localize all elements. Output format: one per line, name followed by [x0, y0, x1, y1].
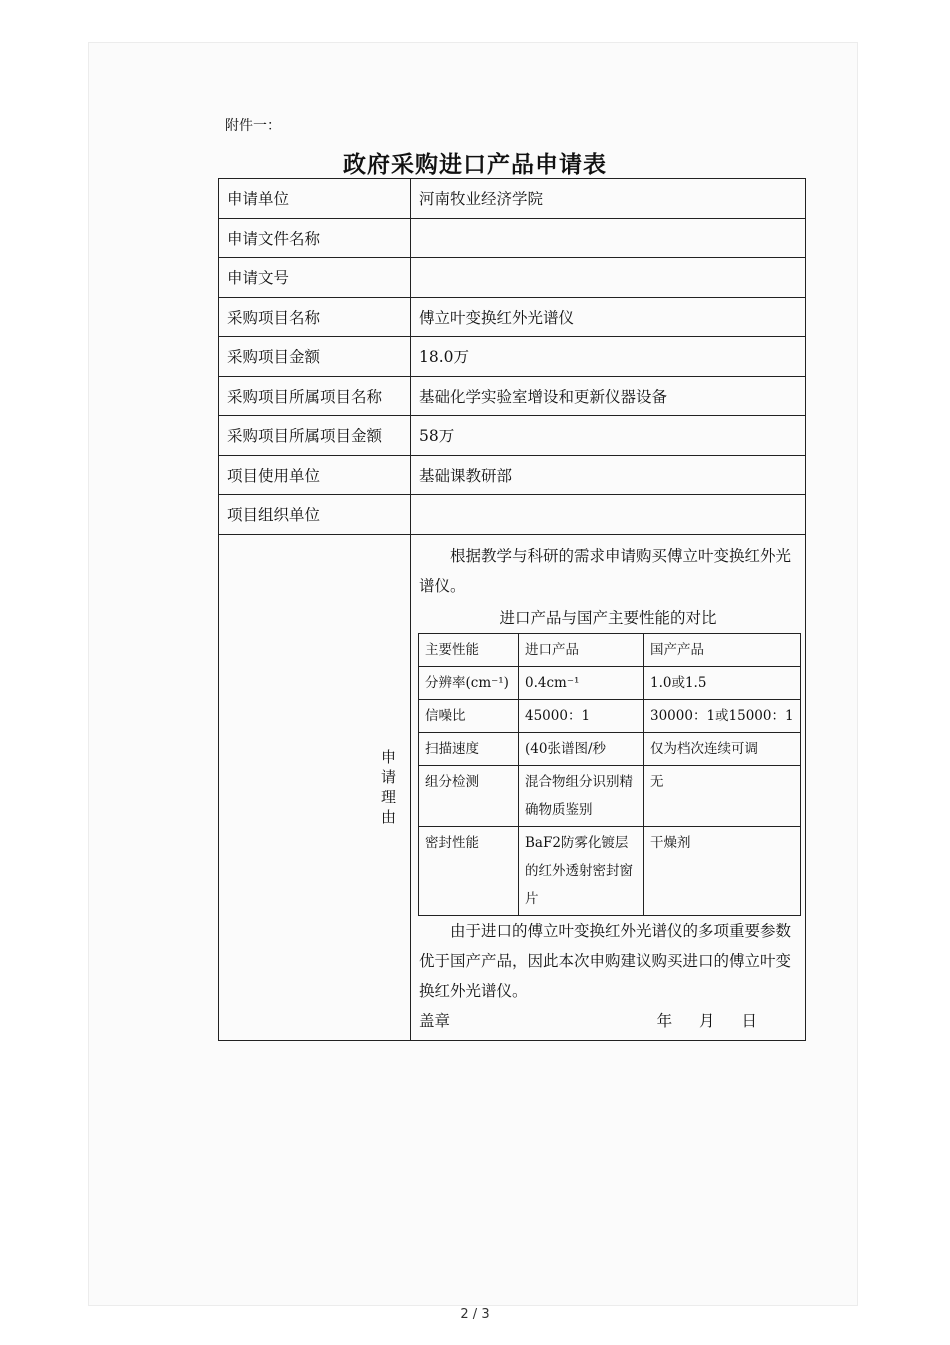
reason-content [411, 534, 806, 1040]
row-reason [219, 534, 806, 1040]
comparison-header: 国产产品 [644, 633, 801, 666]
application-table [218, 178, 806, 1041]
row-project-name [219, 297, 806, 337]
row-project-amount [219, 337, 806, 377]
row-value [411, 495, 806, 535]
comparison-table [418, 633, 801, 916]
comparison-cell: 分辨率(cm⁻¹) [419, 666, 519, 699]
row-label: 项目使用单位 [219, 455, 411, 495]
row-applicant [219, 179, 806, 219]
row-label: 项目组织单位 [219, 495, 411, 535]
row-value: 基础化学实验室增设和更新仪器设备 [411, 376, 806, 416]
row-label: 采购项目所属项目名称 [219, 376, 411, 416]
row-value: 基础课教研部 [411, 455, 806, 495]
comparison-row [419, 765, 801, 826]
row-label: 采购项目金额 [219, 337, 411, 377]
comparison-cell: (40张谱图/秒 [519, 732, 644, 765]
row-parent-project-amount [219, 416, 806, 456]
comparison-header: 进口产品 [519, 633, 644, 666]
comparison-cell: 30000：1或15000：1 [644, 699, 801, 732]
reason-label-cell [219, 534, 411, 1040]
comparison-cell: 无 [644, 765, 801, 826]
comparison-cell: BaF2防雾化镀层的红外透射密封窗片 [519, 826, 644, 915]
stamp-row [419, 1006, 797, 1036]
row-parent-project-name [219, 376, 806, 416]
month-label: 月 [699, 1011, 715, 1030]
comparison-cell: 密封性能 [419, 826, 519, 915]
comparison-title: 进口产品与国产主要性能的对比 [499, 608, 717, 627]
reason-intro: 根据教学与科研的需求申请购买傅立叶变换红外光谱仪。 [419, 546, 792, 595]
row-organizer-unit [219, 495, 806, 535]
comparison-cell: 0.4cm⁻¹ [519, 666, 644, 699]
row-value [411, 218, 806, 258]
comparison-cell: 仅为档次连续可调 [644, 732, 801, 765]
row-label: 申请文号 [219, 258, 411, 298]
comparison-header: 主要性能 [419, 633, 519, 666]
date-fields [635, 1006, 757, 1036]
row-value: 18.0万 [411, 337, 806, 377]
row-user-unit [219, 455, 806, 495]
row-value: 河南牧业经济学院 [411, 179, 806, 219]
page-indicator: 2 / 3 [460, 1307, 490, 1322]
reason-label: 申请理由 [380, 748, 396, 826]
attachment-label: 附件一： [225, 118, 281, 134]
row-document-number [219, 258, 806, 298]
comparison-row [419, 732, 801, 765]
row-value: 58万 [411, 416, 806, 456]
year-label: 年 [656, 1011, 673, 1030]
row-value [411, 258, 806, 298]
reason-conclusion: 由于进口的傅立叶变换红外光谱仪的多项重要参数优于国产产品，因此本次申购建议购买进口的傅立叶变换红外光谱仪。 [419, 921, 792, 1000]
comparison-cell: 扫描速度 [419, 732, 519, 765]
comparison-cell: 干燥剂 [644, 826, 801, 915]
day-label: 日 [741, 1011, 757, 1030]
comparison-row [419, 699, 801, 732]
comparison-cell: 45000：1 [519, 699, 644, 732]
comparison-header-row [419, 633, 801, 666]
comparison-cell: 混合物组分识别精确物质鉴别 [519, 765, 644, 826]
row-document-name [219, 218, 806, 258]
comparison-cell: 信噪比 [419, 699, 519, 732]
row-label: 采购项目所属项目金额 [219, 416, 411, 456]
row-label: 采购项目名称 [219, 297, 411, 337]
row-label: 申请单位 [219, 179, 411, 219]
row-value: 傅立叶变换红外光谱仪 [411, 297, 806, 337]
stamp-label: 盖章 [419, 1011, 451, 1030]
comparison-cell: 组分检测 [419, 765, 519, 826]
row-label: 申请文件名称 [219, 218, 411, 258]
comparison-row [419, 826, 801, 915]
comparison-row [419, 666, 801, 699]
comparison-cell: 1.0或1.5 [644, 666, 801, 699]
form-title: 政府采购进口产品申请表 [343, 151, 607, 178]
